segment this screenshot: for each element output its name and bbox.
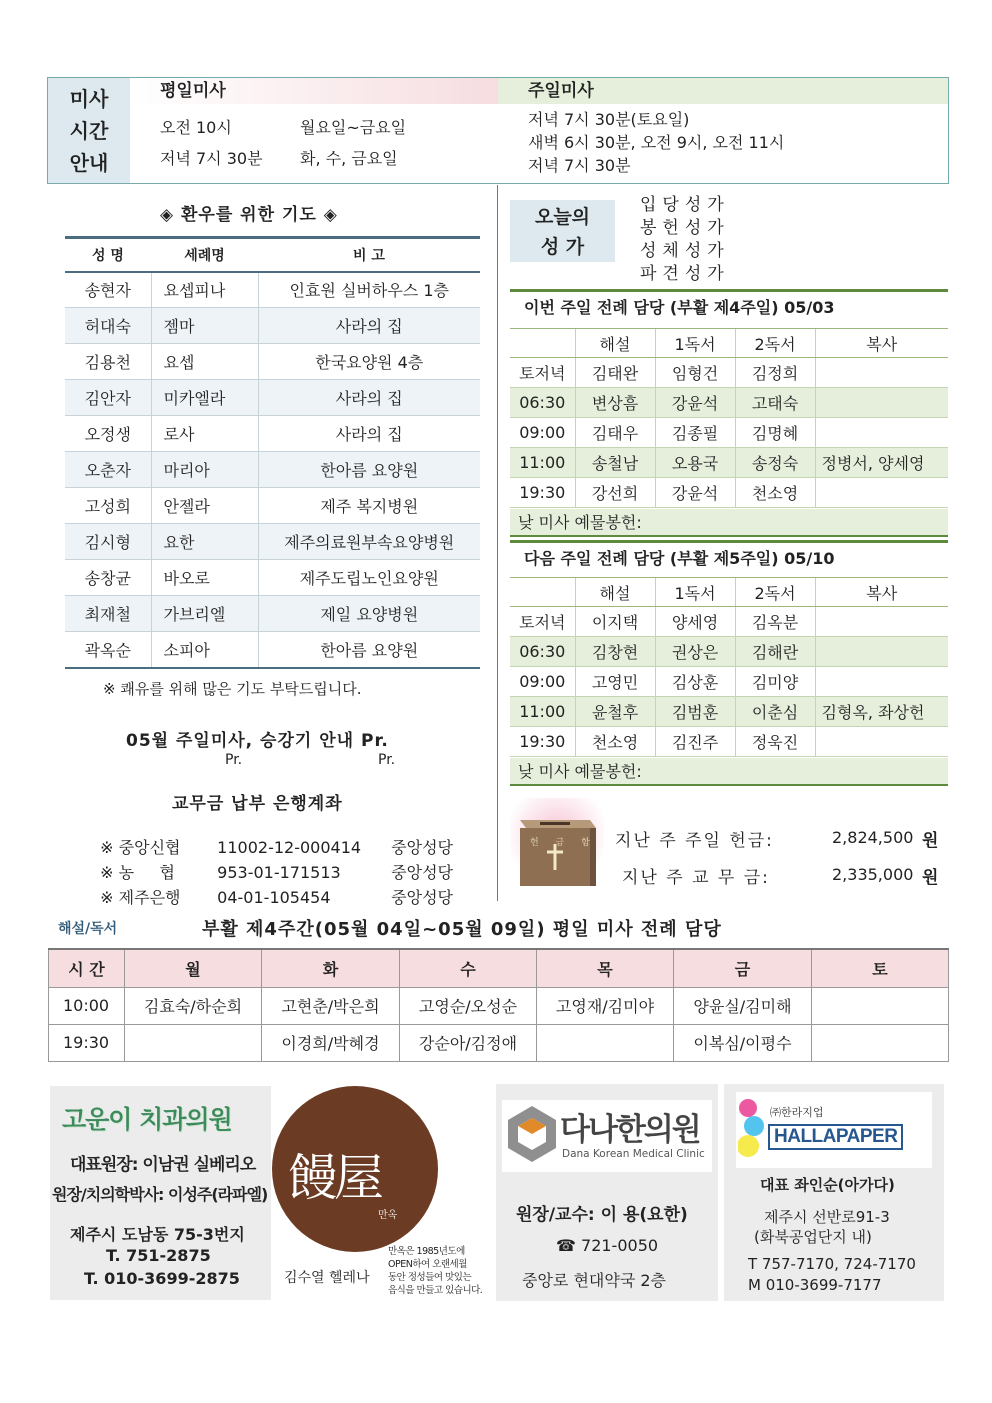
commentator: 천소영 <box>575 727 655 757</box>
duty-assignees: 양윤실/김미해 <box>674 987 812 1024</box>
duty-tag: 해설/독서 <box>58 921 118 937</box>
second-reader: 김명혜 <box>735 418 815 448</box>
mass-time: 토저녁 <box>510 358 575 388</box>
may-notice-pr: Pr. <box>225 752 243 768</box>
clinic-tel: ☎ 721-0050 <box>556 1236 659 1255</box>
bank-name: ※ 제주은행 <box>100 888 181 907</box>
patient-location: 제일 요양병원 <box>258 596 480 632</box>
col-header: 해설 <box>575 578 655 607</box>
mass-time: 09:00 <box>510 667 575 697</box>
first-reader: 강윤석 <box>655 388 735 418</box>
next-week-offering: 낮 미사 예물봉헌: <box>510 758 948 786</box>
baptismal-name: 바오로 <box>151 560 258 596</box>
prayer-row <box>65 632 480 668</box>
baptismal-name: 가브리엘 <box>151 596 258 632</box>
weekday-days: 화, 수, 금요일 <box>300 149 398 168</box>
hymn-label <box>510 200 615 262</box>
first-reader: 강윤석 <box>655 478 735 508</box>
patient-location: 한아름 요양원 <box>258 632 480 668</box>
second-reader: 이춘심 <box>735 697 815 727</box>
oriental-clinic-ad <box>496 1084 718 1301</box>
prayer-title: ◈ 환우를 위한 기도 ◈ <box>160 205 338 225</box>
second-reader: 김해란 <box>735 637 815 667</box>
commentator: 윤철후 <box>575 697 655 727</box>
commentator: 이지택 <box>575 607 655 637</box>
restaurant-owner: 김수열 헬레나 <box>284 1270 370 1286</box>
altar-servers <box>815 478 948 508</box>
weekday-time: 저녁 7시 30분 <box>160 149 263 168</box>
dental-clinic-ad <box>50 1086 271 1300</box>
patient-location: 제주도립노인요양원 <box>258 560 480 596</box>
altar-servers: 정병서, 양세영 <box>815 448 948 478</box>
duty-assignees <box>125 1024 262 1061</box>
prayer-row <box>65 272 480 308</box>
paper-address2: (화북공업단지 내) <box>754 1228 872 1246</box>
baptismal-name: 미카엘라 <box>151 380 258 416</box>
altar-servers <box>815 418 948 448</box>
patient-name: 김용천 <box>65 344 151 380</box>
patient-name: 송창균 <box>65 560 151 596</box>
liturgy-row <box>510 478 948 508</box>
offering-box-text: 헌 금 함 <box>530 838 597 848</box>
second-reader: 정욱진 <box>735 727 815 757</box>
bank-title: 교무금 납부 은행계좌 <box>172 794 343 814</box>
restaurant-ad <box>272 1086 494 1302</box>
col-header <box>510 578 575 607</box>
second-reader: 천소영 <box>735 478 815 508</box>
duty-assignees: 고영순/오성순 <box>400 987 537 1024</box>
commentator: 송철남 <box>575 448 655 478</box>
altar-servers <box>815 358 948 388</box>
first-reader: 양세영 <box>655 607 735 637</box>
restaurant-logo-sub: 만옥 <box>378 1210 398 1221</box>
may-notice-pr: Pr. <box>378 752 396 768</box>
duty-assignees <box>537 1024 674 1061</box>
restaurant-logo-text: 饅屋 <box>288 1149 380 1207</box>
col-header: 비 고 <box>258 238 480 272</box>
liturgy-row <box>510 448 948 478</box>
weekday-duty-table <box>48 948 949 1062</box>
restaurant-desc-line: 만옥은 1985년도에 <box>388 1246 465 1257</box>
col-header: 세례명 <box>151 238 258 272</box>
duty-title: 부활 제4주간(05월 04일~05월 09일) 평일 미사 전례 담당 <box>202 919 722 940</box>
altar-servers <box>815 388 948 418</box>
liturgy-row <box>510 727 948 757</box>
commentator: 김창현 <box>575 637 655 667</box>
mass-label-line: 미사 <box>69 86 109 111</box>
paper-logo <box>736 1092 932 1168</box>
day-header: 금 <box>674 949 812 987</box>
mass-time: 06:30 <box>510 388 575 418</box>
duty-row <box>49 987 949 1024</box>
baptismal-name: 요셉피나 <box>151 272 258 308</box>
clinic-subname: Dana Korean Medical Clinic <box>562 1148 705 1160</box>
commentator: 강선희 <box>575 478 655 508</box>
baptismal-name: 요한 <box>151 524 258 560</box>
hymn-item: 성체성가 <box>640 241 730 261</box>
first-reader: 오용국 <box>655 448 735 478</box>
this-week-offering: 낮 미사 예물봉헌: <box>510 509 948 537</box>
clinic-director: 원장/교수: 이 용(요한) <box>516 1205 688 1225</box>
prayer-row <box>65 524 480 560</box>
mass-time: 19:30 <box>510 478 575 508</box>
mass-time: 11:00 <box>510 448 575 478</box>
prayer-row <box>65 416 480 452</box>
patient-location: 한국요양원 4층 <box>258 344 480 380</box>
weekday-days: 월요일~금요일 <box>300 118 407 137</box>
commentator: 고영민 <box>575 667 655 697</box>
prayer-row <box>65 596 480 632</box>
day-header: 월 <box>125 949 262 987</box>
patient-name: 최재철 <box>65 596 151 632</box>
second-reader: 김정희 <box>735 358 815 388</box>
restaurant-logo <box>272 1086 438 1252</box>
patient-location: 사라의 집 <box>258 380 480 416</box>
day-header: 토 <box>812 949 949 987</box>
second-reader: 송정숙 <box>735 448 815 478</box>
next-week-table <box>510 577 948 757</box>
prayer-table <box>65 236 480 669</box>
paper-rep: 대표 좌인순(아가다) <box>760 1176 895 1194</box>
mass-time: 토저녁 <box>510 607 575 637</box>
prayer-row <box>65 308 480 344</box>
this-week-table <box>510 328 948 508</box>
duty-assignees: 강순아/김정애 <box>400 1024 537 1061</box>
col-header: 1독서 <box>655 578 735 607</box>
day-header: 화 <box>262 949 400 987</box>
restaurant-desc-line: 동안 정성들여 맛있는 <box>388 1272 472 1283</box>
day-header: 목 <box>537 949 674 987</box>
liturgy-row <box>510 667 948 697</box>
patient-name: 오춘자 <box>65 452 151 488</box>
collection-unit: 원 <box>922 868 939 888</box>
paper-mobile: M 010-3699-7177 <box>748 1276 882 1294</box>
patient-location: 사라의 집 <box>258 308 480 344</box>
col-header <box>510 329 575 358</box>
mass-time: 11:00 <box>510 697 575 727</box>
altar-servers: 김형옥, 좌상헌 <box>815 697 948 727</box>
collection-label: 지난 주 주일 헌금: <box>615 831 774 851</box>
patient-name: 허대숙 <box>65 308 151 344</box>
first-reader: 권상은 <box>655 637 735 667</box>
altar-servers <box>815 637 948 667</box>
patient-location: 한아름 요양원 <box>258 452 480 488</box>
liturgy-row <box>510 358 948 388</box>
bank-name: ※ 중앙신협 <box>100 838 181 857</box>
patient-name: 김시형 <box>65 524 151 560</box>
hymn-label-line: 오늘의 <box>534 206 591 228</box>
restaurant-desc-line: OPEN하여 오랜세월 <box>388 1259 467 1270</box>
this-week-title: 이번 주일 전례 담당 (부활 제4주일) 05/03 <box>510 289 948 323</box>
paper-tel: T 757-7170, 724-7170 <box>748 1255 916 1273</box>
col-header: 2독서 <box>735 329 815 358</box>
sunday-line: 새벽 6시 30분, 오전 9시, 오전 11시 <box>528 133 785 152</box>
first-reader: 김범훈 <box>655 697 735 727</box>
collection-label: 지난 주 교 무 금: <box>622 868 770 888</box>
clinic-logo <box>502 1100 712 1172</box>
dental-address: 제주시 도남동 75-3번지 <box>70 1225 245 1244</box>
may-notice-title: 05월 주일미사, 승강기 안내 Pr. <box>126 731 389 751</box>
prayer-row <box>65 560 480 596</box>
day-header: 수 <box>400 949 537 987</box>
patient-name: 오정생 <box>65 416 151 452</box>
patient-location: 사라의 집 <box>258 416 480 452</box>
liturgy-row <box>510 418 948 448</box>
bank-holder: 중앙성당 <box>391 888 453 907</box>
baptismal-name: 마리아 <box>151 452 258 488</box>
duty-time: 19:30 <box>49 1024 125 1061</box>
hymn-label-line: 성 가 <box>540 236 585 258</box>
liturgy-row <box>510 697 948 727</box>
restaurant-desc-line: 음식을 만들고 있습니다. <box>388 1285 483 1296</box>
commentator: 변상흠 <box>575 388 655 418</box>
mass-time: 19:30 <box>510 727 575 757</box>
collection-amount: 2,335,000 <box>832 865 914 884</box>
bank-account: 953-01-171513 <box>217 863 341 882</box>
prayer-row <box>65 380 480 416</box>
duty-assignees: 고현춘/박은희 <box>262 987 400 1024</box>
second-reader: 김옥분 <box>735 607 815 637</box>
hymn-item: 봉헌성가 <box>640 218 730 238</box>
altar-servers <box>815 607 948 637</box>
prayer-row <box>65 452 480 488</box>
mass-time-box <box>47 77 949 184</box>
baptismal-name: 소피아 <box>151 632 258 668</box>
prayer-note: ※ 쾌유를 위해 많은 기도 부탁드립니다. <box>103 680 362 698</box>
hymn-item: 입당성가 <box>640 195 730 215</box>
mass-time-label <box>48 78 130 183</box>
paper-logo-icon <box>738 1094 766 1164</box>
col-header: 복사 <box>815 329 948 358</box>
liturgy-row <box>510 637 948 667</box>
column-divider <box>497 185 498 901</box>
commentator: 김태우 <box>575 418 655 448</box>
sunday-line: 저녁 7시 30분(토요일) <box>528 110 690 129</box>
first-reader: 김상훈 <box>655 667 735 697</box>
duty-assignees: 이복심/이평수 <box>674 1024 812 1061</box>
commentator: 김태완 <box>575 358 655 388</box>
mass-time: 09:00 <box>510 418 575 448</box>
altar-servers <box>815 727 948 757</box>
duty-row <box>49 1024 949 1061</box>
dental-tel: T. 751-2875 <box>106 1246 211 1265</box>
dental-director2: 원장/치의학박사: 이성주(라파엘) <box>52 1185 268 1204</box>
paper-name: HALLAPAPER <box>768 1124 903 1150</box>
sunday-line: 저녁 7시 30분 <box>528 156 631 175</box>
sunday-mass-title: 주일미사 <box>498 78 948 104</box>
hymn-item: 파견성가 <box>640 264 730 284</box>
first-reader: 김종필 <box>655 418 735 448</box>
collection-unit: 원 <box>922 831 939 851</box>
second-reader: 김미양 <box>735 667 815 697</box>
hallapaper-ad <box>724 1084 944 1301</box>
bank-holder: 중앙성당 <box>391 863 453 882</box>
duty-time: 10:00 <box>49 987 125 1024</box>
col-header: 성 명 <box>65 238 151 272</box>
duty-assignees: 김효숙/하순희 <box>125 987 262 1024</box>
bank-row <box>90 866 453 908</box>
weekday-mass-title: 평일미사 <box>130 78 498 104</box>
patient-location: 제주 복지병원 <box>258 488 480 524</box>
offering-box-image <box>510 798 604 890</box>
col-header: 복사 <box>815 578 948 607</box>
mass-time: 06:30 <box>510 637 575 667</box>
duty-assignees: 이경희/박혜경 <box>262 1024 400 1061</box>
bank-name: ※ 농 협 <box>100 863 176 882</box>
paper-address: 제주시 선반로91-3 <box>764 1208 890 1226</box>
prayer-row <box>65 488 480 524</box>
mass-label-line: 시간 <box>69 118 109 143</box>
col-header: 해설 <box>575 329 655 358</box>
altar-servers <box>815 667 948 697</box>
next-week-title: 다음 주일 전례 담당 (부활 제5주일) 05/10 <box>510 540 948 574</box>
paper-small-name: ㈜한라지업 <box>770 1106 824 1119</box>
restaurant-desc <box>388 1245 482 1297</box>
baptismal-name: 젬마 <box>151 308 258 344</box>
first-reader: 임형건 <box>655 358 735 388</box>
liturgy-row <box>510 607 948 637</box>
patient-location: 인효원 실버하우스 1층 <box>258 272 480 308</box>
baptismal-name: 로사 <box>151 416 258 452</box>
baptismal-name: 요셉 <box>151 344 258 380</box>
bank-holder: 중앙성당 <box>391 838 453 857</box>
duty-assignees <box>812 1024 949 1061</box>
liturgy-row <box>510 388 948 418</box>
patient-name: 송현자 <box>65 272 151 308</box>
dental-name: 고운이 치과의원 <box>62 1105 232 1134</box>
day-header: 시 간 <box>49 949 125 987</box>
bank-account: 11002-12-000414 <box>217 838 362 857</box>
prayer-row <box>65 344 480 380</box>
dental-mobile: T. 010-3699-2875 <box>84 1269 240 1288</box>
clinic-address: 중앙로 현대약국 2층 <box>522 1271 666 1290</box>
bank-account: 04-01-105454 <box>217 888 331 907</box>
patient-name: 곽옥순 <box>65 632 151 668</box>
weekday-time: 오전 10시 <box>160 118 232 137</box>
dental-director: 대표원장: 이남권 실베리오 <box>70 1155 256 1175</box>
baptismal-name: 안젤라 <box>151 488 258 524</box>
duty-assignees: 고영재/김미야 <box>537 987 674 1024</box>
first-reader: 김진주 <box>655 727 735 757</box>
col-header: 2독서 <box>735 578 815 607</box>
patient-name: 김안자 <box>65 380 151 416</box>
mass-label-line: 안내 <box>69 150 109 175</box>
clinic-name: 다나한의원 <box>560 1112 700 1148</box>
clinic-logo-icon <box>506 1104 558 1164</box>
col-header: 1독서 <box>655 329 735 358</box>
second-reader: 고태숙 <box>735 388 815 418</box>
collection-amount: 2,824,500 <box>832 828 914 847</box>
patient-name: 고성희 <box>65 488 151 524</box>
duty-assignees <box>812 987 949 1024</box>
patient-location: 제주의료원부속요양병원 <box>258 524 480 560</box>
